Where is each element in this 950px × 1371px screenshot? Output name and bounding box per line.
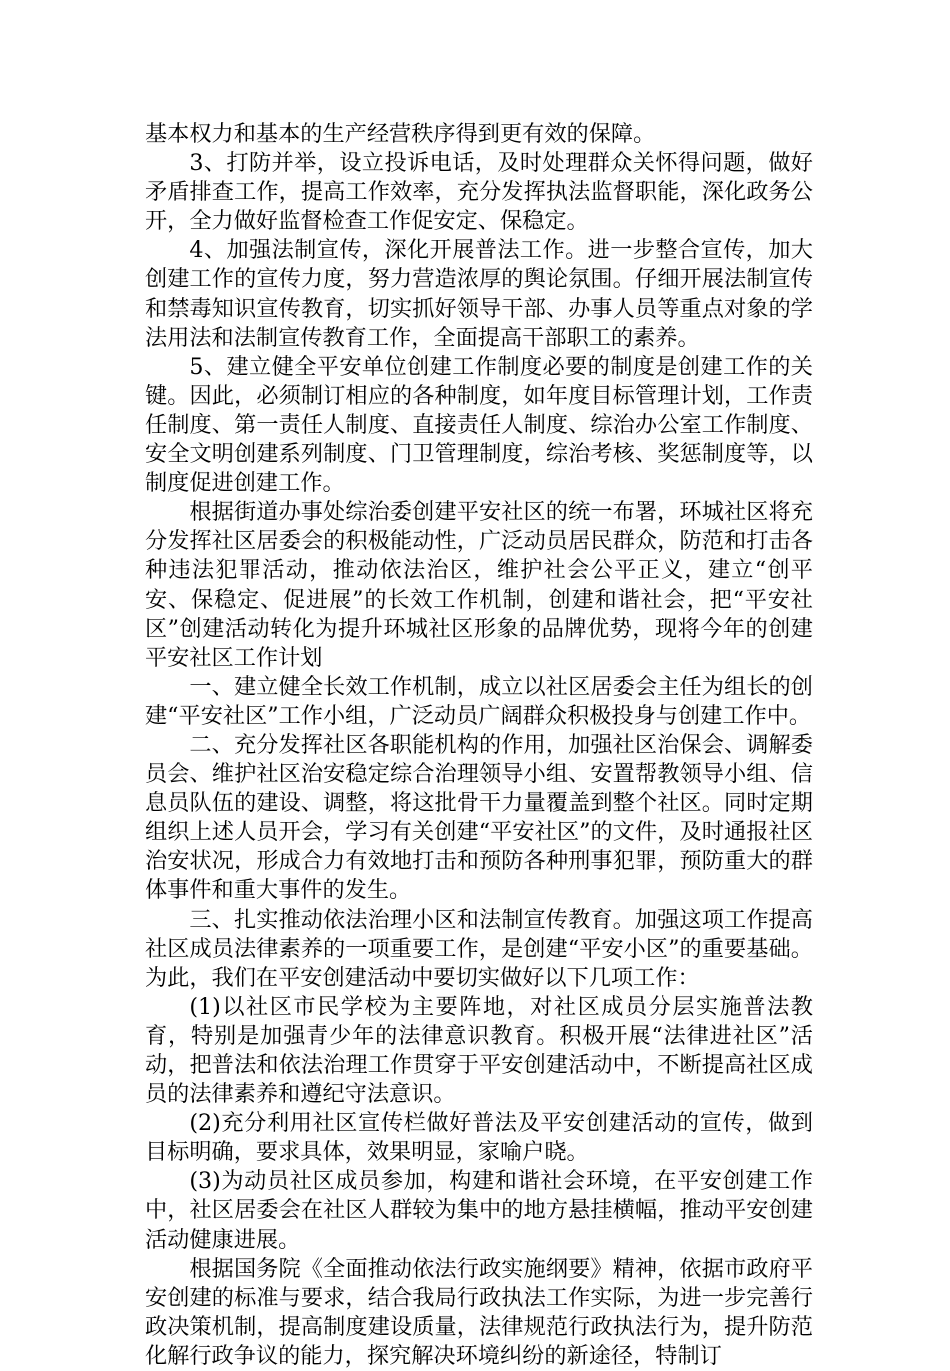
paragraph-12: 根据国务院《全面推动依法行政实施纲要》精神，依据市政府平安创建的标准与要求，结合我局行政执法工作实际，为进一步完善行政决策机制，提高制度建设质量，法律规范行政执法行为，提升防范化解行政争议的能力，探究解决环境纠纷的新途径，特制订 xyxy=(145,1255,813,1369)
paragraph-4: 5、建立健全平安单位创建工作制度必要的制度是创建工作的关键。因此，必须制订相应的各种制度，如年度目标管理计划，工作责任制度、第一责任人制度、直接责任人制度、综治办公室工作制度、安全文明创建系列制度、门卫管理制度，综治考核、奖惩制度等，以制度促进创建工作。 xyxy=(145,353,813,497)
paragraph-8: 三、扎实推动依法治理小区和法制宣传教育。加强这项工作提高社区成员法律素养的一项重要工作，是创建“平安小区”的重要基础。为此，我们在平安创建活动中要切实做好以下几项工作： xyxy=(145,906,813,991)
paragraph-2: 3、打防并举，设立投诉电话，及时处理群众关怀得问题，做好矛盾排查工作，提高工作效率，充分发挥执法监督职能，深化政务公开，全力做好监督检查工作促安定、保稳定。 xyxy=(145,150,813,235)
document-body xyxy=(145,120,813,1371)
paragraph-1: 基本权力和基本的生产经营秩序得到更有效的保障。 xyxy=(145,121,656,147)
paragraph-5: 根据街道办事处综治委创建平安社区的统一布署，环城社区将充分发挥社区居委会的积极能动性，广泛动员居民群众，防范和打击各种违法犯罪活动，推动依法治区，维护社会公平正义，建立“创平安、保稳定、促进展”的长效工作机制，创建和谐社会，把“平安社区”创建活动转化为提升环城社区形象的品牌优势，现将今年的创建平安社区工作计划 xyxy=(145,499,813,671)
paragraph-6: 一、建立健全长效工作机制，成立以社区居委会主任为组长的创建“平安社区”工作小组，广泛动员广阔群众积极投身与创建工作中。 xyxy=(145,673,813,729)
paragraph-10: (2)充分利用社区宣传栏做好普法及平安创建活动的宣传，做到目标明确，要求具体，效果明显，家喻户晓。 xyxy=(145,1110,813,1166)
paragraph-9: (1)以社区市民学校为主要阵地，对社区成员分层实施普法教育，特别是加强青少年的法律意识教育。积极开展“法律进社区”活动，把普法和依法治理工作贯穿于平安创建活动中，不断提高社区成员的法律素养和遵纪守法意识。 xyxy=(145,993,813,1108)
paragraph-11: (3)为动员社区成员参加，构建和谐社会环境，在平安创建工作中，社区居委会在社区人群较为集中的地方悬挂横幅，推动平安创建活动健康进展。 xyxy=(145,1168,813,1253)
paragraph-3: 4、加强法制宣传，深化开展普法工作。进一步整合宣传，加大创建工作的宣传力度，努力营造浓厚的舆论氛围。仔细开展法制宣传和禁毒知识宣传教育，切实抓好领导干部、办事人员等重点对象的学法用法和法制宣传教育工作，全面提高干部职工的素养。 xyxy=(145,237,813,351)
paragraph-7: 二、充分发挥社区各职能机构的作用，加强社区治保会、调解委员会、维护社区治安稳定综合治理领导小组、安置帮教领导小组、信息员队伍的建设、调整，将这批骨干力量覆盖到整个社区。同时定期组织上述人员开会，学习有关创建“平安社区”的文件，及时通报社区治安状况，形成合力有效地打击和预防各种刑事犯罪，预防重大的群体事件和重大事件的发生。 xyxy=(145,731,813,904)
